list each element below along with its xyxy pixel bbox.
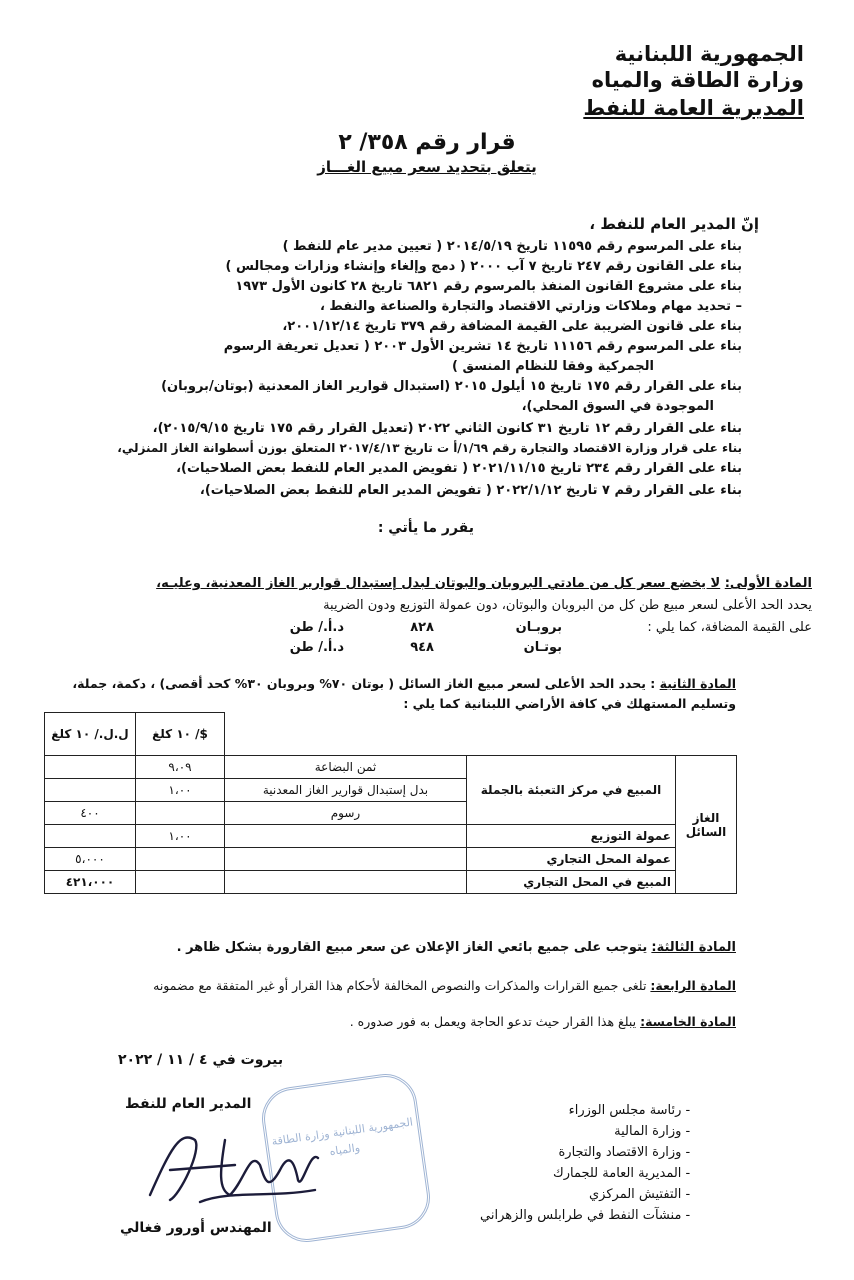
preamble-line: بناء على القرار رقم ٧ تاريخ ٢٠٢٢/١/١٢ ( تفويض المدير العام للنفط بعض الصلاحيات)، [199, 483, 742, 498]
commission-lbp: ٥،٠٠٠ [45, 848, 136, 871]
commission-label: عمولة المحل التجاري [467, 848, 676, 871]
retail-usd [136, 871, 225, 894]
retail-label: المبيع في المحل التجاري [467, 871, 676, 894]
butane-unit: د.أ./ طن [289, 640, 344, 655]
article5-label: المادة الخامسة: [640, 1014, 736, 1029]
preamble-line: الموجودة في السوق المحلي)، [521, 399, 714, 414]
list-item: - منشآت النفط في طرابلس والزهراني [480, 1208, 691, 1223]
article5-text: يبلغ هذا القرار حيث تدعو الحاجة ويعمل به فور صدوره . [349, 1014, 637, 1029]
row-usd: ٩،٠٩ [136, 756, 225, 779]
table-header-row [45, 713, 737, 756]
decision-number: قرار رقم ٣٥٨/ ٢ [338, 130, 516, 155]
article2-line2: وتسليم المستهلك في كافة الأراضي اللبنانية كما يلي : [403, 696, 736, 711]
retail-lbp: ٤٢١،٠٠٠ [45, 871, 136, 894]
article3-label: المادة الثالثة: [651, 940, 736, 955]
row-usd [136, 802, 225, 825]
distribution-label: عمولة التوزيع [467, 825, 676, 848]
article3-text: يتوجب على جميع بائعي الغاز الإعلان عن سعر مبيع القارورة بشكل ظاهر . [176, 940, 648, 955]
distribution-lbp [45, 825, 136, 848]
preamble-line: بناء على القانون رقم ٢٤٧ تاريخ ٧ آب ٢٠٠٠ ( دمج وإلغاء وإنشاء وزارات ومجالس ) [225, 259, 742, 274]
row-lbp [45, 779, 136, 802]
signature [140, 1110, 330, 1220]
article1-line2: يحدد الحد الأعلى لسعر مبيع طن كل من البروبان والبوتان، دون عمولة التوزيع ودون الضريبة [323, 598, 812, 613]
article4-label: المادة الرابعة: [650, 978, 736, 993]
article1-text: لا يخضع سعر كل من مادتي البروبان والبوتان لبدل إستبدال قوارير الغاز المعدنية، وعليـه، [156, 576, 721, 591]
decision-subject: يتعلق بتحديد سعر مبيع الغـــاز [317, 158, 537, 176]
row-label: ثمن البضاعة [225, 756, 467, 779]
header-ministry: وزارة الطاقة والمياه [591, 68, 804, 92]
butane-name: بوتـان [523, 640, 562, 655]
commission-usd [136, 848, 225, 871]
recipients-list [480, 1100, 690, 1226]
row-label: بدل إستبدال قوارير الغاز المعدنية [225, 779, 467, 802]
price-table [44, 712, 737, 894]
propane-name: بروبـان [515, 620, 562, 635]
propane-unit: د.أ./ طن [289, 620, 344, 635]
preamble-line: الجمركية وفقا للنظام المنسق ) [451, 359, 654, 374]
preamble-line: بناء على القرار رقم ٢٣٤ تاريخ ٢٠٢١/١١/١٥ ( تفويض المدير العام للنفط بعض الصلاحيات)، [176, 461, 742, 476]
preamble-line: بناء على قانون الضريبة على القيمة المضافة رقم ٣٧٩ تاريخ ٢٠٠١/١٢/١٤، [282, 319, 742, 334]
article2-label: المادة الثانية [659, 676, 736, 691]
table-row [45, 825, 737, 848]
preamble-line: بناء على المرسوم رقم ١١١٥٦ تاريخ ١٤ تشرين الأول ٢٠٠٣ ( تعديل تعريفة الرسوم [223, 339, 742, 354]
distribution-usd: ١،٠٠ [136, 825, 225, 848]
preamble-line: – تحديد مهام وملاكات وزارتي الاقتصاد والتجارة والصناعة والنفط ، [319, 299, 742, 314]
signer-title: المدير العام للنفط [125, 1096, 252, 1112]
wholesale-cell: المبيع في مركز التعبئة بالجملة [467, 756, 676, 825]
article1-line3: على القيمة المضافة، كما يلي : [647, 620, 812, 635]
col-lbp-header: ل.ل./ ١٠ كلغ [45, 713, 136, 756]
row-lbp [45, 756, 136, 779]
col-usd-header: $/ ١٠ كلغ [136, 713, 225, 756]
stamp-text: الجمهورية اللبنانية وزارة الطاقة والمياه [270, 1115, 414, 1158]
preamble-opening: إنّ المدير العام للنفط ، [589, 215, 759, 233]
list-item: - وزارة المالية [614, 1124, 691, 1139]
preamble-line: بناء على المرسوم رقم ١١٥٩٥ تاريخ ٢٠١٤/٥/١٩ ( تعيين مدير عام للنفط ) [282, 239, 742, 254]
row-label: رسوم [225, 802, 467, 825]
list-item: - وزارة الاقتصاد والتجارة [558, 1145, 691, 1160]
article4-text: تلغى جميع القرارات والمذكرات والنصوص المخالفة لأحكام هذا القرار أو غير المتفقة مع مضمونه [153, 978, 647, 993]
issue-date: بيروت في ٤ / ١١ / ٢٠٢٢ [118, 1052, 284, 1068]
table-row [45, 756, 737, 779]
preamble-decides: يقرر ما يأتي : [377, 520, 474, 536]
preamble-line: بناء على قرار وزارة الاقتصاد والتجارة رقم ١/٦٩/أ ت تاريخ ٢٠١٧/٤/١٣ المتعلق بوزن أسطوانة الغاز المنزلي، [117, 441, 742, 455]
butane-value: ٩٤٨ [410, 640, 434, 655]
signer-name: المهندس أورور فغالي [120, 1220, 272, 1236]
list-item: - التفتيش المركزي [589, 1187, 691, 1202]
preamble-line: بناء على القرار رقم ١٧٥ تاريخ ١٥ أيلول ٢٠١٥ (استبدال قوارير الغاز المعدنية (بوتان/بروبان) [161, 379, 742, 394]
article2-text: : يحدد الحد الأعلى لسعر مبيع الغاز السائل ( بوتان ٧٠% وبروبان ٣٠% كحد أقصى) ، دكمة، جملة، [72, 676, 656, 691]
list-item: - المديرية العامة للجمارك [553, 1166, 691, 1181]
product-cell: الغاز السائل [676, 756, 737, 894]
table-row [45, 848, 737, 871]
header-republic: الجمهورية اللبنانية [614, 42, 804, 66]
row-lbp: ٤٠٠ [45, 802, 136, 825]
article1-label: المادة الأولى: [724, 576, 812, 591]
preamble-line: بناء على القرار رقم ١٢ تاريخ ٣١ كانون الثاني ٢٠٢٢ (تعديل القرار رقم ١٧٥ تاريخ ٢٠١٥/٩/١٥)، [152, 421, 742, 436]
row-usd: ١،٠٠ [136, 779, 225, 802]
header-directorate: المديرية العامة للنفط [583, 96, 804, 120]
table-row [45, 871, 737, 894]
propane-value: ٨٢٨ [410, 620, 434, 635]
list-item: - رئاسة مجلس الوزراء [568, 1103, 691, 1118]
preamble-line: بناء على مشروع القانون المنفذ بالمرسوم رقم ٦٨٢١ تاريخ ٢٨ كانون الأول ١٩٧٣ [235, 279, 742, 294]
